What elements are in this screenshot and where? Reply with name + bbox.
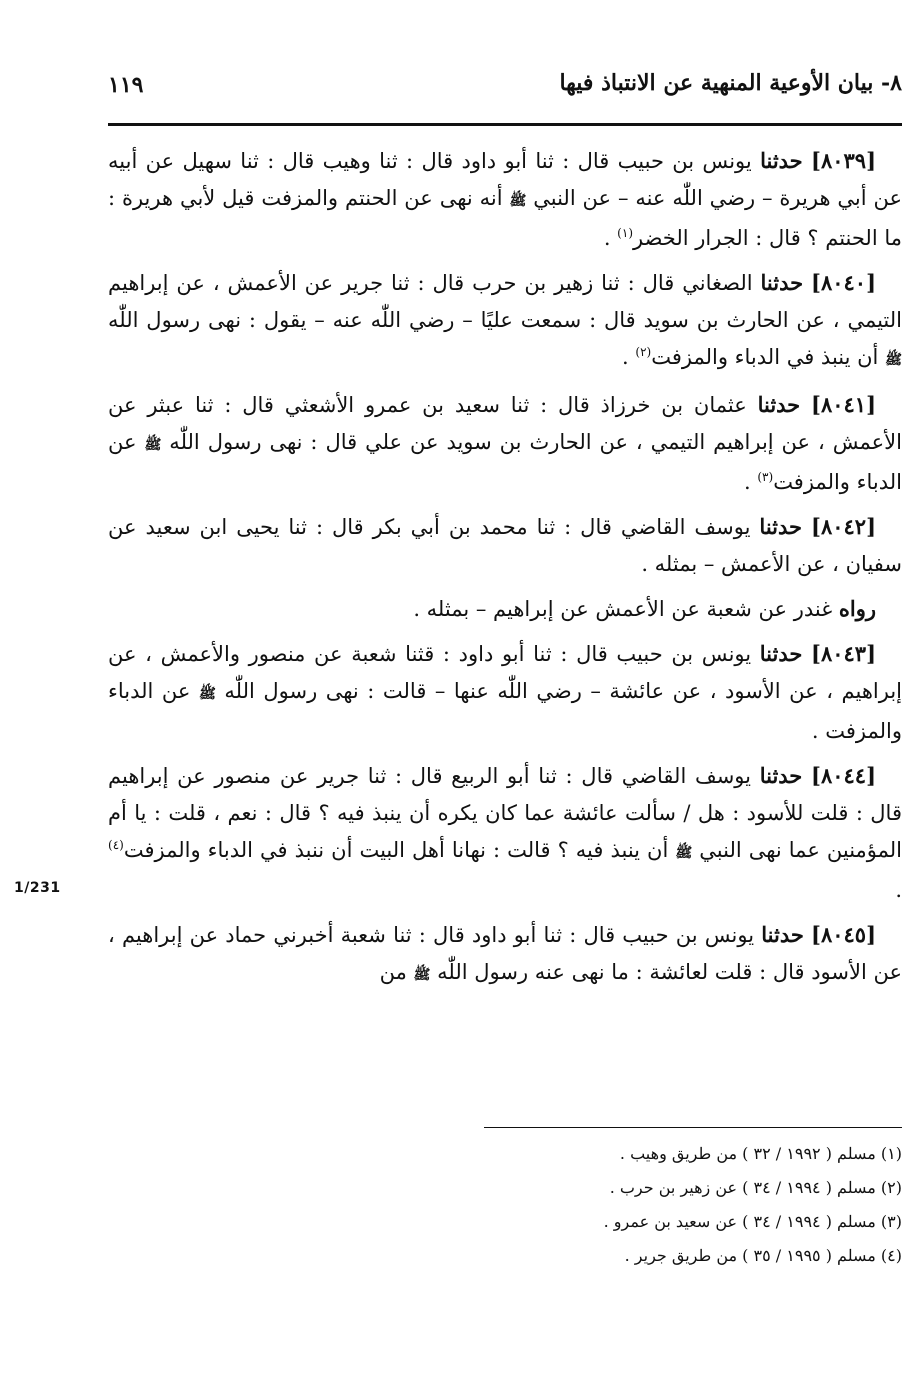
hadith-text: يونس بن حبيب قال : ثنا أبو داود قال : ثنا شعبة أخبرني حماد عن إبراهيم ، عن الأسود قال : قلت لعائشة : ما نهى عنه رسول اللّٰه: [108, 923, 902, 984]
hadith-entry: [108, 508, 902, 583]
hadith-entry: [108, 635, 902, 750]
hadith-number: [٨٠٣٩]: [811, 148, 877, 173]
footnote-reference: (٣): [757, 470, 774, 484]
footnote-reference: (٤): [108, 838, 124, 852]
footnote-item: (١) مسلم ( ١٩٩٢ / ٣٢ ) من طريق وهيب .: [619, 1144, 902, 1163]
hadith-text: أن ينبذ فيه ؟ قالت : نهانا أهل البيت أن ننبذ في الدباء والمزفت: [123, 838, 676, 862]
narration-keyword: رواه: [838, 596, 876, 621]
page-header: [108, 70, 902, 120]
narration-keyword: حدثنا: [761, 922, 804, 947]
salutation-glyph: ﷺ: [509, 193, 527, 209]
narration-keyword: حدثنا: [759, 641, 803, 666]
footnote-item: (٣) مسلم ( ١٩٩٤ / ٣٤ ) عن سعيد بن عمرو .: [603, 1212, 902, 1231]
hadith-entry: [108, 916, 902, 994]
footnote-reference: (١): [617, 226, 633, 240]
hadith-entry: [108, 757, 902, 909]
narration-keyword: حدثنا: [760, 148, 803, 173]
hadith-number: [٨٠٤٣]: [811, 641, 876, 666]
hadith-text: يونس بن حبيب قال : ثنا أبو داود قال : ثنا وهيب قال : ثنا سهيل عن أبيه عن أبي هريرة – رضي اللّٰه عنه – عن النبي: [108, 149, 902, 210]
chapter-title: ٨- بيان الأوعية المنهية عن الانتباذ فيها: [559, 70, 902, 96]
header-rule: [108, 123, 902, 126]
hadith-number: [٨٠٤٠]: [811, 270, 876, 295]
hadith-text: الصغاني قال : ثنا زهير بن حرب قال : ثنا جرير عن الأعمش ، عن إبراهيم التيمي ، عن الحارث بن سويد قال : سمعت عليًا – رضي اللّٰه عنه – يقول : نهى رسول اللّٰه: [108, 271, 902, 332]
hadith-text: غندر عن شعبة عن الأعمش عن إبراهيم – بمثله .: [413, 597, 839, 621]
footnote-separator: [484, 1127, 902, 1128]
hadith-text: عن الدباء والمزفت .: [108, 679, 902, 743]
footnote-item: (٤) مسلم ( ١٩٩٥ / ٣٥ ) من طريق جرير .: [624, 1246, 902, 1265]
footnotes: [402, 1137, 902, 1273]
hadith-entry: [108, 264, 902, 379]
hadith-text: أنه نهى عن الحنتم والمزفت قيل لأبي هريرة : ما الحنتم ؟ قال : الجرار الخضر: [108, 186, 902, 250]
hadith-text: .: [895, 878, 902, 902]
hadith-number: [٨٠٤٢]: [811, 514, 876, 539]
salutation-glyph: ﷺ: [144, 437, 162, 453]
hadith-number: [٨٠٤١]: [811, 392, 876, 417]
margin-reference: 1/231: [14, 880, 61, 896]
hadith-number: [٨٠٤٤]: [811, 763, 876, 788]
salutation-glyph: ﷺ: [675, 845, 693, 861]
hadith-entry: [108, 386, 902, 501]
footnote-item: (٢) مسلم ( ١٩٩٤ / ٣٤ ) عن زهير بن حرب .: [609, 1178, 902, 1197]
hadith-text: عن الدباء والمزفت: [108, 430, 902, 494]
hadith-text: عثمان بن خرزاذ قال : ثنا سعيد بن عمرو الأشعثي قال : ثنا عبثر عن الأعمش ، عن إبراهيم التيمي ، عن الحارث بن سويد عن علي قال : نهى رسول اللّٰه: [108, 393, 902, 454]
hadith-entry: [108, 590, 902, 628]
hadith-text: يوسف القاضي قال : ثنا أبو الربيع قال : ثنا جرير عن منصور عن إبراهيم قال : قلت للأسود : هل / سألت عائشة عما كان يكره أن ينبذ فيه ؟ قال : نعم ، قلت : يا أم المؤمنين عما نهى النبي: [108, 764, 903, 862]
salutation-glyph: ﷺ: [198, 686, 216, 702]
hadith-text: من: [379, 960, 414, 984]
salutation-glyph: ﷺ: [413, 967, 431, 983]
hadith-body: [108, 142, 902, 1001]
hadith-text: يوسف القاضي قال : ثنا محمد بن أبي بكر قال : ثنا يحيى ابن سعيد عن سفيان ، عن الأعمش – بمثله .: [108, 515, 902, 576]
footnote-reference: (٢): [635, 345, 652, 359]
hadith-text: .: [744, 470, 758, 494]
hadith-text: يونس بن حبيب قال : ثنا أبو داود : قثنا شعبة عن منصور والأعمش ، عن إبراهيم ، عن الأسود ، عن عائشة – رضي اللّٰه عنها – قالت : نهى رسول اللّٰه: [108, 642, 902, 703]
hadith-text: .: [622, 345, 636, 369]
narration-keyword: حدثنا: [760, 270, 804, 295]
hadith-number: [٨٠٤٥]: [811, 922, 876, 947]
hadith-entry: [108, 142, 902, 257]
hadith-text: أن ينبذ في الدباء والمزفت: [651, 345, 886, 369]
hadith-text: .: [603, 226, 618, 250]
salutation-glyph: ﷺ: [885, 352, 902, 368]
page-number: ١١٩: [108, 72, 144, 98]
narration-keyword: حدثنا: [757, 392, 801, 417]
narration-keyword: حدثنا: [759, 763, 803, 788]
narration-keyword: حدثنا: [759, 514, 803, 539]
